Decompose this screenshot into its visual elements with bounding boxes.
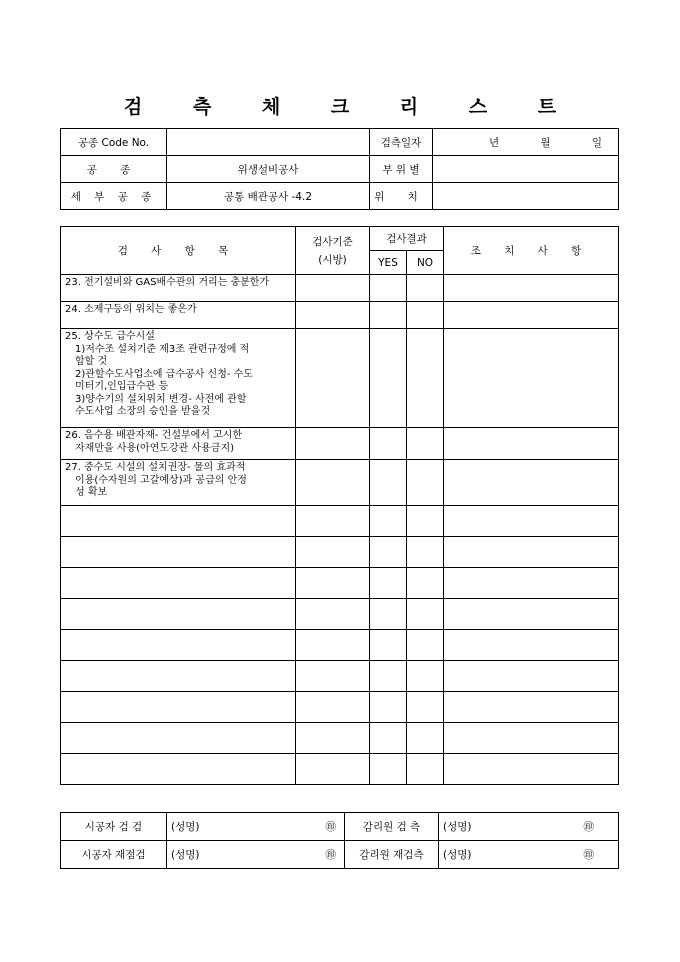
item-cell[interactable]: [61, 723, 296, 754]
code-label: 공종 Code No.: [61, 129, 167, 156]
supervisor-recheck-signature[interactable]: [439, 841, 619, 869]
signature-label: (성명): [443, 849, 472, 861]
standard-cell[interactable]: [296, 329, 370, 428]
no-cell[interactable]: [407, 630, 444, 661]
item-line: 24. 소제구등의 위치는 좋은가: [65, 304, 197, 315]
detail-label: 세 부 공 종: [61, 183, 167, 210]
table-row: [61, 568, 619, 599]
item-line: 25. 상수도 급수시설: [65, 331, 155, 342]
col-no-header: NO: [407, 251, 444, 275]
date-label: 검측일자: [370, 129, 433, 156]
action-cell[interactable]: [444, 599, 619, 630]
work-label: 공 종: [61, 156, 167, 183]
yes-cell[interactable]: [370, 302, 407, 329]
standard-cell[interactable]: [296, 661, 370, 692]
signature-table: [60, 812, 619, 869]
contractor-recheck-label: 시공자 재점검: [61, 841, 167, 869]
seal-icon: ㊞: [583, 849, 594, 861]
yes-cell[interactable]: [370, 506, 407, 537]
standard-cell[interactable]: [296, 302, 370, 329]
item-line: 미터기,인입급수관 등: [75, 381, 169, 392]
table-row: [61, 723, 619, 754]
work-value: 위생설비공사: [167, 156, 370, 183]
item-cell: [61, 460, 296, 506]
col-yes-header: YES: [370, 251, 407, 275]
part-label: 부 위 별: [370, 156, 433, 183]
yes-cell[interactable]: [370, 599, 407, 630]
inspection-table: [60, 226, 619, 785]
contractor-check-signature[interactable]: [167, 813, 345, 841]
action-cell[interactable]: [444, 630, 619, 661]
action-cell[interactable]: [444, 302, 619, 329]
no-cell[interactable]: [407, 329, 444, 428]
item-cell[interactable]: [61, 630, 296, 661]
item-cell[interactable]: [61, 537, 296, 568]
table-row: [61, 428, 619, 460]
item-cell[interactable]: [61, 661, 296, 692]
location-value[interactable]: [433, 183, 619, 210]
item-cell[interactable]: [61, 506, 296, 537]
item-line: 26. 음수용 배관자재- 건설부에서 고시한: [65, 430, 243, 441]
item-line: 수도사업 소장의 승인을 받을것: [75, 406, 211, 417]
supervisor-recheck-label: 감리원 재검측: [345, 841, 439, 869]
col-standard-line2: (시방): [318, 253, 347, 266]
yes-cell[interactable]: [370, 568, 407, 599]
item-cell[interactable]: [61, 568, 296, 599]
item-line: 합할 것: [75, 356, 108, 367]
table-row: [61, 661, 619, 692]
table-row: [61, 599, 619, 630]
seal-icon: ㊞: [325, 821, 336, 833]
action-cell[interactable]: [444, 692, 619, 723]
action-cell[interactable]: [444, 537, 619, 568]
no-cell[interactable]: [407, 537, 444, 568]
item-line: 성 확보: [75, 487, 108, 498]
item-line: 3)양수기의 설치위치 변경- 사전에 관할: [75, 393, 247, 405]
item-cell[interactable]: [61, 754, 296, 785]
detail-value: 공통 배관공사 -4.2: [167, 183, 370, 210]
standard-cell[interactable]: [296, 506, 370, 537]
action-cell[interactable]: [444, 428, 619, 460]
no-cell[interactable]: [407, 692, 444, 723]
item-cell[interactable]: [61, 599, 296, 630]
standard-cell[interactable]: [296, 630, 370, 661]
date-value[interactable]: [433, 129, 619, 156]
header-table: [60, 128, 619, 210]
table-row: [61, 537, 619, 568]
page-title: 검 측 체 크 리 스 트: [123, 96, 579, 118]
no-cell[interactable]: [407, 428, 444, 460]
yes-cell[interactable]: [370, 428, 407, 460]
yes-cell[interactable]: [370, 692, 407, 723]
table-row: [61, 275, 619, 302]
no-cell[interactable]: [407, 754, 444, 785]
item-cell: [61, 302, 296, 329]
standard-cell[interactable]: [296, 599, 370, 630]
contractor-check-label: 시공자 검 검: [61, 813, 167, 841]
action-cell[interactable]: [444, 506, 619, 537]
table-row: [61, 754, 619, 785]
yes-cell[interactable]: [370, 630, 407, 661]
col-result-header: 검사결과: [370, 227, 444, 251]
item-line: 27. 중수도 시설의 설치권장- 물의 효과적: [65, 462, 246, 473]
no-cell[interactable]: [407, 568, 444, 599]
yes-cell[interactable]: [370, 537, 407, 568]
col-standard-line1: 검사기준: [312, 235, 353, 248]
day-label: 일: [591, 136, 602, 149]
standard-cell[interactable]: [296, 723, 370, 754]
standard-cell[interactable]: [296, 568, 370, 599]
signature-label: (성명): [171, 821, 200, 833]
item-cell: [61, 275, 296, 302]
yes-cell[interactable]: [370, 723, 407, 754]
no-cell[interactable]: [407, 599, 444, 630]
yes-cell[interactable]: [370, 460, 407, 506]
seal-icon: ㊞: [583, 821, 594, 833]
standard-cell[interactable]: [296, 537, 370, 568]
item-line: 2)관할수도사업소에 급수공사 신청- 수도: [75, 368, 253, 380]
col-action-header: 조 치 사 항: [444, 227, 619, 275]
standard-cell[interactable]: [296, 428, 370, 460]
no-cell[interactable]: [407, 275, 444, 302]
col-item-header: 검 사 항 목: [61, 227, 296, 275]
code-value[interactable]: [167, 129, 370, 156]
action-cell[interactable]: [444, 754, 619, 785]
standard-cell[interactable]: [296, 460, 370, 506]
part-value[interactable]: [433, 156, 619, 183]
action-cell[interactable]: [444, 723, 619, 754]
inspection-rows: [61, 275, 619, 785]
standard-cell[interactable]: [296, 692, 370, 723]
table-row: [61, 630, 619, 661]
month-label: 월: [540, 136, 551, 149]
standard-cell[interactable]: [296, 754, 370, 785]
table-row: [61, 460, 619, 506]
table-row: [61, 692, 619, 723]
action-cell[interactable]: [444, 661, 619, 692]
item-cell[interactable]: [61, 692, 296, 723]
no-cell[interactable]: [407, 302, 444, 329]
yes-cell[interactable]: [370, 754, 407, 785]
item-line: 1)저수조 설치기준 제3조 관련규정에 적: [75, 343, 250, 355]
item-line: 23. 전기설비와 GAS배수관의 거리는 충분한가: [65, 277, 270, 288]
supervisor-check-label: 감리원 검 측: [345, 813, 439, 841]
standard-cell[interactable]: [296, 275, 370, 302]
yes-cell[interactable]: [370, 661, 407, 692]
item-line: 자재만을 사용(아연도강관 사용금지): [75, 442, 235, 454]
action-cell[interactable]: [444, 460, 619, 506]
supervisor-check-signature[interactable]: [439, 813, 619, 841]
yes-cell[interactable]: [370, 275, 407, 302]
action-cell[interactable]: [444, 568, 619, 599]
item-cell: [61, 428, 296, 460]
table-row: [61, 302, 619, 329]
location-label: 위 치: [370, 183, 433, 210]
action-cell[interactable]: [444, 329, 619, 428]
signature-label: (성명): [171, 849, 200, 861]
seal-icon: ㊞: [325, 849, 336, 861]
signature-label: (성명): [443, 821, 472, 833]
no-cell[interactable]: [407, 460, 444, 506]
no-cell[interactable]: [407, 661, 444, 692]
no-cell[interactable]: [407, 506, 444, 537]
contractor-recheck-signature[interactable]: [167, 841, 345, 869]
table-row: [61, 329, 619, 428]
item-cell: [61, 329, 296, 428]
item-line: 이용(수자원의 고갈예상)과 공급의 안정: [75, 474, 247, 486]
table-row: [61, 506, 619, 537]
year-label: 년: [489, 136, 500, 149]
col-standard-header: [296, 227, 370, 275]
yes-cell[interactable]: [370, 329, 407, 428]
no-cell[interactable]: [407, 723, 444, 754]
action-cell[interactable]: [444, 275, 619, 302]
